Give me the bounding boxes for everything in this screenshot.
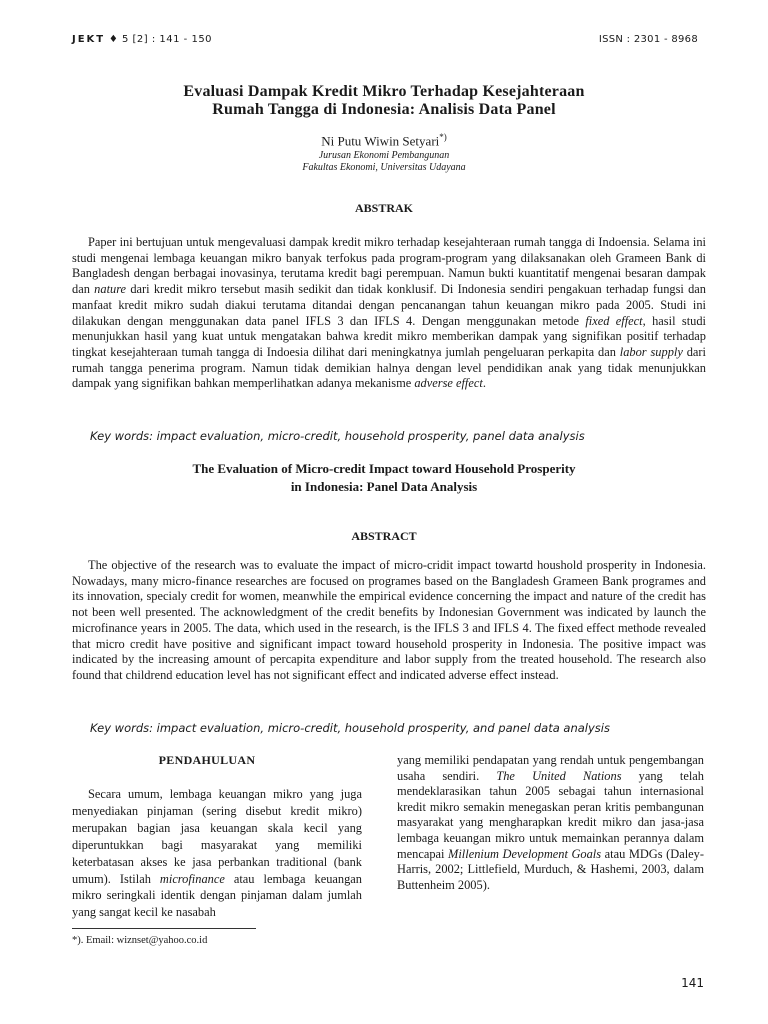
header-separator: ♦	[108, 34, 119, 45]
intro-term-microfinance: microfinance	[159, 871, 225, 886]
abstrak-text: , hasil studi menunjukkan hasil yang kuat untuk mengatakan bahwa kredit mikro memberikan dampak yang signifikan positif terhadap tingkat kesejahteraan tumah tangga di Indoesia dilihat dari meningkatnya jumlah pengeluaran perkapita dan	[72, 313, 706, 359]
intro-text: yang telah mendeklarasikan tahun 2005 sebagai tahun internasional kredit mikro semakin menegaskan peran kritis pembangunan masyarakat yang mengharapkan kredit mikro dan jasa-jasa lembaga keuangan mikro untuk memainkan perannya dalam mencapai	[397, 768, 704, 861]
intro-left-column	[72, 786, 362, 921]
abstrak-keywords: Key words: impact evaluation, micro-credit, household prosperity, panel data analysis	[90, 429, 585, 443]
intro-right-column	[397, 753, 704, 893]
abstrak-text: .	[482, 376, 486, 391]
abstrak-text: dari kredit mikro tersebut masih sedikit dan tidak konklusif. Di Indonesia sendiri pengakuan terhadap fungsi dan manfaat kredit mikro sudah diakui terutama ditandai dengan pencanangan tahun keuangan mikro pada 2005. Studi ini dilakukan dengan menggunakan data panel IFLS 3 dan IFLS 4. Dengan menggunakan metode	[72, 282, 707, 328]
intro-term-mdg: Millenium Development Goals	[448, 846, 602, 861]
english-title-line-2: in Indonesia: Panel Data Analysis	[290, 479, 478, 494]
abstract-keywords: Key words: impact evaluation, micro-credit, household prosperity, and panel data analysis	[90, 721, 610, 735]
affiliation-department: Jurusan Ekonomi Pembangunan	[318, 150, 450, 161]
pendahuluan-heading: PENDAHULUAN	[158, 753, 256, 767]
abstrak-term-labor-supply: labor supply	[619, 344, 683, 359]
paper-title-line-2: Rumah Tangga di Indonesia: Analisis Data Panel	[212, 101, 556, 118]
abstrak-term-fixed-effect: fixed effect	[585, 313, 643, 328]
author-name: Ni Putu Wiwin Setyari	[321, 133, 440, 149]
abstract-heading: ABSTRACT	[351, 529, 417, 543]
abstract-text: The objective of the research was to evaluate the impact of micro-cridit impact towartd houshold prosperity in Indonesia. Nowadays, many micro-finance researches are focused on programes based on the Bangladesh Grameen Bank programes and its innovation, specialy credit for women, meanwhile the empirical evidence concerning the impact and nature of the credit has not been well presented. The acknowledgment of the credit benefits by Indonesian Government was indicated by launch the microfinance years in 2005. The data, which used in the research, is the IFLS 3 and IFLS 4. The fixed effect methode revealed that micro credit have positive and significant impact toward household prosperity in Indonesia. The positive impact was indicated by the increasing amount of percapita expenditure and labor supply from the treated household. The research also found that childrend education level has not significant effect and indicated adverse effect instead.	[72, 558, 706, 682]
journal-issn: ISSN : 2301 - 8968	[598, 34, 698, 45]
affiliation-faculty: Fakultas Ekonomi, Universitas Udayana	[302, 162, 466, 173]
paper-title-line-1: Evaluasi Dampak Kredit Mikro Terhadap Kesejahteraan	[183, 83, 585, 100]
english-title-line-1: The Evaluation of Micro-credit Impact toward Household Prosperity	[192, 461, 576, 476]
abstrak-text: dari rumah tangga penerima program. Namun tidak demikian halnya dengan level pendidikan anak yang tidak menunjukkan dampak yang signifikan bahkan memperlihatkan adanya mekanisme	[72, 344, 706, 391]
intro-text: atau MDGs (Daley-Harris, 2002; Littlefield, Murduch, & Hashemi, 2003, dalam Buttenheim 2005).	[397, 846, 704, 892]
intro-term-united-nations: The United Nations	[496, 768, 622, 783]
intro-text: Secara umum, lembaga keuangan mikro yang juga menyediakan pinjaman (sering disebut kredit mikro) merupakan bagian jasa keuangan skala kecil yang diperuntukkan bagi masyarakat yang memiliki keterbatasan akses ke jasa perbankan traditional (bank umum). Istilah	[72, 787, 362, 886]
author	[72, 132, 696, 149]
page-number: 141	[681, 976, 704, 990]
footnote-divider	[72, 928, 256, 929]
journal-name: JEKT	[72, 34, 106, 45]
abstrak-paragraph	[72, 235, 706, 392]
abstrak-term-adverse-effect: adverse effect	[414, 376, 483, 391]
abstrak-heading: ABSTRAK	[354, 201, 413, 215]
intro-text: atau lembaga keuangan mikro seringkali identik dengan pinjaman dalam jumlah yang sangat kecil ke nasabah	[72, 871, 363, 920]
abstract-paragraph	[72, 558, 706, 684]
abstrak-term-nature: nature	[94, 282, 127, 297]
journal-header	[72, 34, 212, 45]
abstrak-text: Paper ini bertujuan untuk mengevaluasi dampak kredit mikro terhadap kesejahteraan rumah tangga di Indoensia. Selama ini studi mengenai lembaga keuangan mikro banyak terfokus pada program-program yang dilaksanakan oleh Grameen Bank di Bangladesh dengan berbagai inovasinya, terutama kredit bagi perempuan. Namun bukti kuantitatif mengenai besaran dampak dan	[72, 235, 706, 297]
author-email-footnote: *). Email: wiznset@yahoo.co.id	[72, 935, 208, 946]
journal-volume: 5 [2] : 141 - 150	[121, 34, 213, 45]
intro-text: yang memiliki pendapatan yang rendah untuk pengembangan usaha sendiri.	[397, 753, 704, 783]
author-footnote-mark: *)	[439, 132, 447, 142]
